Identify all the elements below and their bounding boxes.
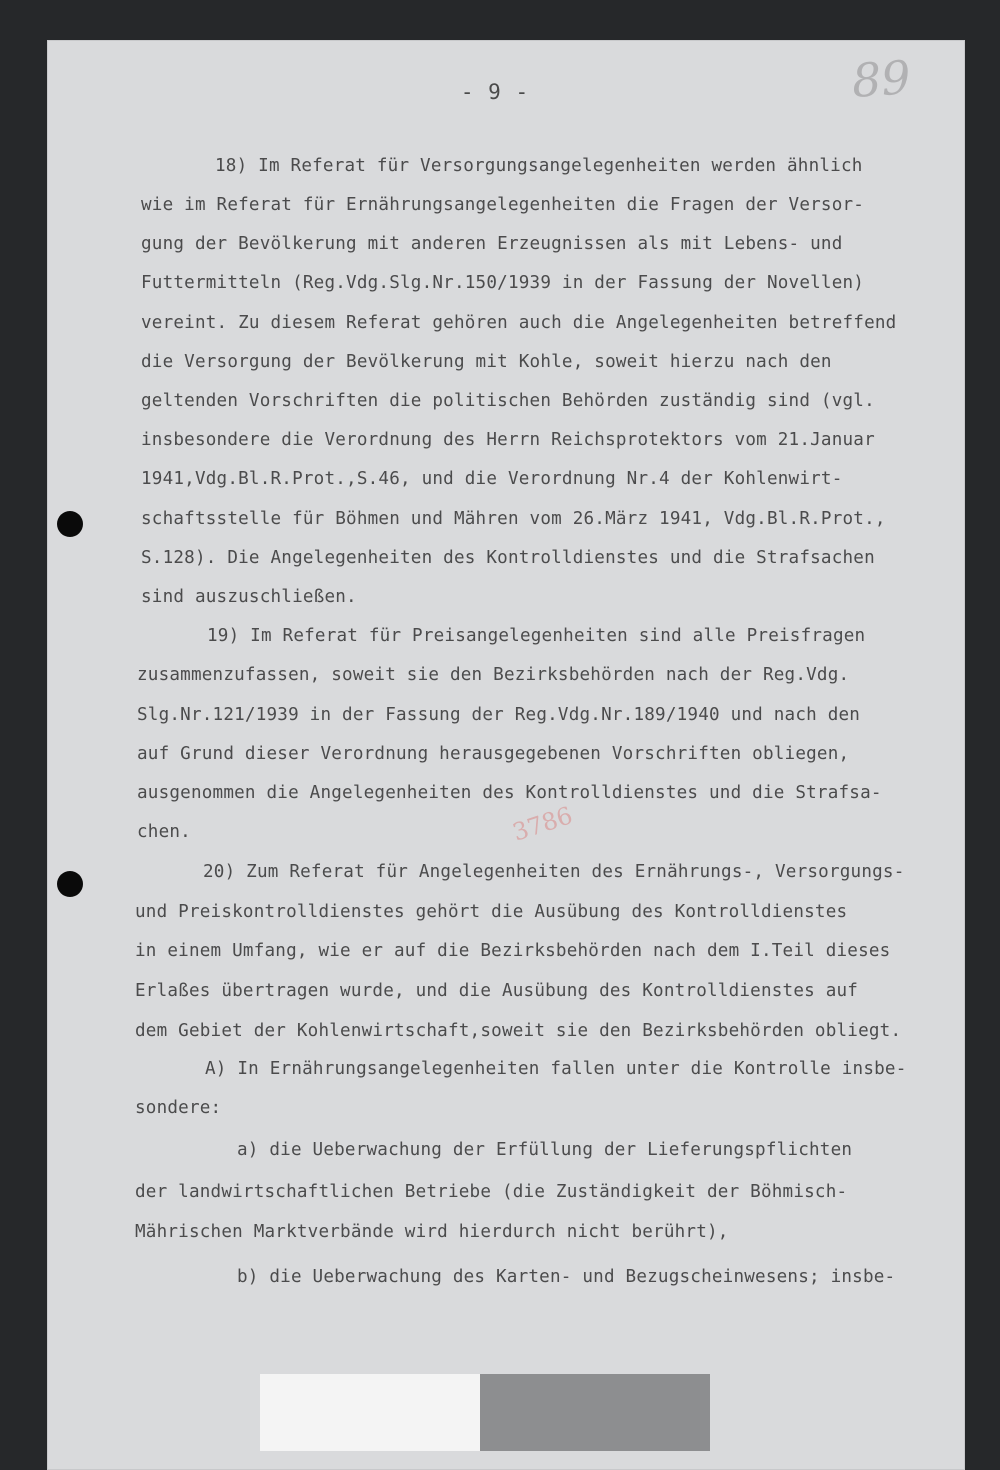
text-line: auf Grund dieser Verordnung herausgegebenen Vorschriften obliegen, <box>137 744 850 764</box>
punch-hole-upper <box>57 511 83 537</box>
text-line: gung der Bevölkerung mit anderen Erzeugnissen als mit Lebens- und <box>141 234 843 254</box>
text-line: 19) Im Referat für Preisangelegenheiten sind alle Preisfragen <box>207 626 866 646</box>
text-line: zusammenzufassen, soweit sie den Bezirksbehörden nach der Reg.Vdg. <box>137 665 850 685</box>
faint-stamp-number: 3786 <box>509 801 576 847</box>
text-line: chen. <box>137 822 191 842</box>
text-line: in einem Umfang, wie er auf die Bezirksbehörden nach dem I.Teil dieses <box>135 941 891 961</box>
text-line: Futtermitteln (Reg.Vdg.Slg.Nr.150/1939 in der Fassung der Novellen) <box>141 273 865 293</box>
text-line: vereint. Zu diesem Referat gehören auch die Angelegenheiten betreffend <box>141 313 897 333</box>
text-line: Slg.Nr.121/1939 in der Fassung der Reg.Vdg.Nr.189/1940 und nach den <box>137 705 861 725</box>
text-line: Mährischen Marktverbände wird hierdurch nicht berührt), <box>135 1222 729 1242</box>
calibration-white-patch <box>260 1374 480 1451</box>
text-line: A) In Ernährungsangelegenheiten fallen unter die Kontrolle insbe- <box>205 1059 907 1079</box>
text-line: wie im Referat für Ernährungsangelegenheiten die Fragen der Versor- <box>141 195 865 215</box>
text-line: a) die Ueberwachung der Erfüllung der Lieferungspflichten <box>237 1140 853 1160</box>
text-line: der landwirtschaftlichen Betriebe (die Zuständigkeit der Böhmisch- <box>135 1182 848 1202</box>
text-line: 1941,Vdg.Bl.R.Prot.,S.46, und die Verordnung Nr.4 der Kohlenwirt- <box>141 469 843 489</box>
text-line: b) die Ueberwachung des Karten- und Bezugscheinwesens; insbe- <box>237 1267 896 1287</box>
text-line: die Versorgung der Bevölkerung mit Kohle, soweit hierzu nach den <box>141 352 832 372</box>
text-line: insbesondere die Verordnung des Herrn Reichsprotektors vom 21.Januar <box>141 430 875 450</box>
text-line: sondere: <box>135 1098 222 1118</box>
text-line: geltenden Vorschriften die politischen Behörden zuständig sind (vgl. <box>141 391 875 411</box>
text-line: Erlaßes übertragen wurde, und die Ausübung des Kontrolldienstes auf <box>135 981 859 1001</box>
page-number: - 9 - <box>460 80 530 104</box>
text-line: sind auszuschließen. <box>141 587 357 607</box>
text-line: schaftsstelle für Böhmen und Mähren vom 26.März 1941, Vdg.Bl.R.Prot., <box>141 509 886 529</box>
calibration-grey-patch <box>480 1374 710 1451</box>
handwritten-page-number: 89 <box>850 50 913 108</box>
text-line: ausgenommen die Angelegenheiten des Kontrolldienstes und die Strafsa- <box>137 783 882 803</box>
text-line: 18) Im Referat für Versorgungsangelegenheiten werden ähnlich <box>215 156 863 176</box>
text-line: und Preiskontrolldienstes gehört die Ausübung des Kontrolldienstes <box>135 902 848 922</box>
text-line: dem Gebiet der Kohlenwirtschaft,soweit sie den Bezirksbehörden obliegt. <box>135 1021 902 1041</box>
text-line: 20) Zum Referat für Angelegenheiten des Ernährungs-, Versorgungs- <box>203 862 905 882</box>
text-line: S.128). Die Angelegenheiten des Kontrolldienstes und die Strafsachen <box>141 548 875 568</box>
punch-hole-lower <box>57 871 83 897</box>
